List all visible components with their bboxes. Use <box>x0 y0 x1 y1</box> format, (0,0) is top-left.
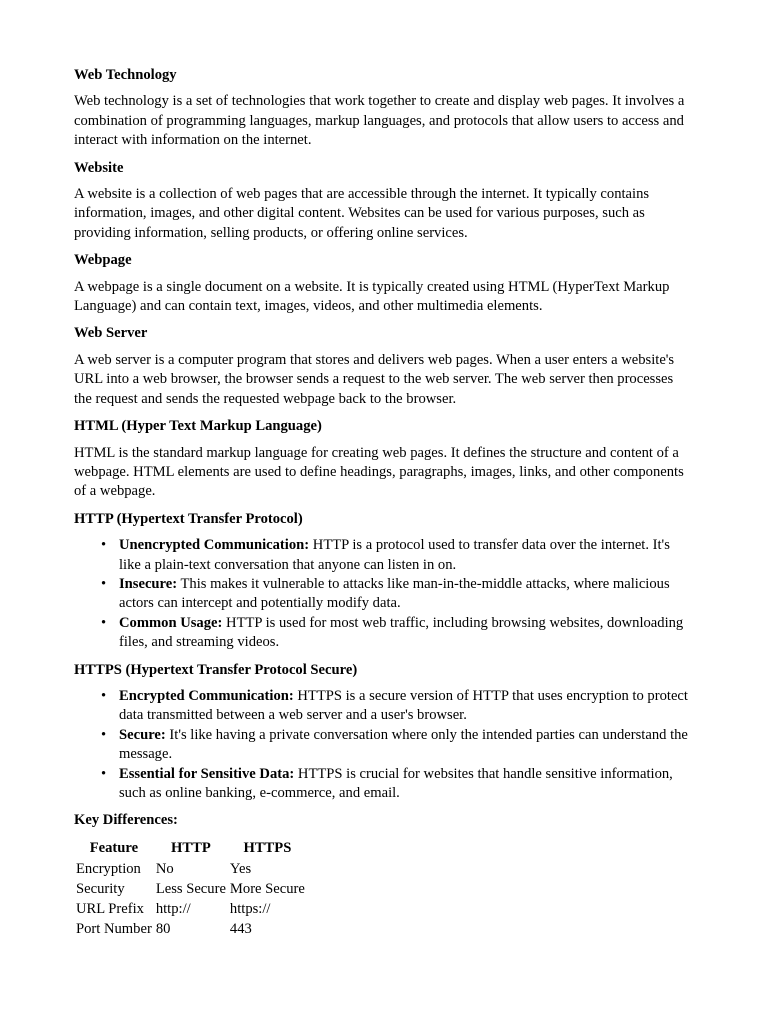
table-cell: https:// <box>229 901 271 918</box>
heading-webpage: Webpage <box>74 252 132 269</box>
table-row <box>74 919 307 939</box>
bullet-text: This makes it vulnerable to attacks like man-in-the-middle attacks, where malicious actors can intercept and potentially modify data. <box>119 575 670 612</box>
list-item <box>101 687 694 726</box>
bullet-term: Essential for Sensitive Data: <box>119 765 295 782</box>
bullet-icon: • <box>101 575 107 592</box>
paragraph-html: HTML is the standard markup language for creating web pages. It defines the structure and content of a webpage. HTML elements are used to define headings, paragraphs, images, links, and other components of a webpage. <box>74 444 684 500</box>
bullet-text: HTTP is used for most web traffic, including browsing websites, downloading files, and streaming videos. <box>119 614 684 651</box>
http-bullet-list <box>74 536 694 652</box>
heading-https: HTTPS (Hypertext Transfer Protocol Secure) <box>74 661 358 678</box>
heading-html: HTML (Hyper Text Markup Language) <box>74 418 322 435</box>
bullet-text: HTTP is a protocol used to transfer data over the internet. It's like a plain-text conversation that anyone can listen in on. <box>119 537 670 573</box>
table-header-cell: HTTP <box>171 839 211 856</box>
table-row <box>74 859 307 879</box>
table-header-cell: Feature <box>89 839 139 856</box>
table-cell: Security <box>76 881 125 898</box>
bullet-icon: • <box>101 537 107 554</box>
heading-web-server: Web Server <box>74 325 148 342</box>
table-cell: No <box>155 861 174 878</box>
table-cell: Yes <box>229 861 252 878</box>
bullet-icon: • <box>101 687 107 704</box>
bullet-text: HTTPS is crucial for websites that handle sensitive information, such as online banking, e-commerce, and email. <box>119 765 673 801</box>
comparison-table <box>74 838 307 939</box>
https-bullet-list <box>74 687 694 803</box>
paragraph-web-technology: Web technology is a set of technologies that work together to create and display web pages. It involves a combination of programming languages, markup languages, and protocols that allow users to access and interact with information on the internet. <box>74 93 685 149</box>
bullet-icon: • <box>101 726 107 743</box>
heading-http: HTTP (Hypertext Transfer Protocol) <box>74 510 303 527</box>
table-cell: Port Number <box>76 921 152 938</box>
bullet-icon: • <box>101 765 107 782</box>
bullet-term: Insecure: <box>119 575 178 592</box>
bullet-term: Secure: <box>119 726 166 743</box>
table-row <box>74 899 307 919</box>
bullet-term: Encrypted Communication: <box>119 687 294 704</box>
table-row <box>74 879 307 899</box>
bullet-text: It's like having a private conversation where only the intended parties can understand the message. <box>119 726 688 763</box>
paragraph-web-server: A web server is a computer program that stores and delivers web pages. When a user enters a website's URL into a web browser, the browser sends a request to the web server. The web server then processes the request and sends the requested webpage back to the browser. <box>74 351 675 407</box>
heading-website: Website <box>74 159 124 176</box>
bullet-text: HTTPS is a secure version of HTTP that uses encryption to protect data transmitted between a web server and a user's browser. <box>119 687 688 724</box>
table-cell: Encryption <box>76 861 141 878</box>
bullet-term: Unencrypted Communication: <box>119 537 310 554</box>
table-cell: 80 <box>155 921 171 938</box>
list-item <box>101 726 694 765</box>
list-item <box>101 614 694 653</box>
table-header-row <box>74 838 307 859</box>
heading-web-technology: Web Technology <box>74 67 177 83</box>
table-header-cell: HTTPS <box>243 839 292 856</box>
table-cell: More Secure <box>229 881 305 898</box>
list-item <box>101 536 694 575</box>
heading-key-differences: Key Differences: <box>74 812 178 829</box>
paragraph-website: A website is a collection of web pages that are accessible through the internet. It typically contains information, images, and other digital content. Websites can be used for various purposes, such as providing information, selling products, or offering online services. <box>74 186 650 241</box>
list-item <box>101 575 694 614</box>
table-cell: http:// <box>155 901 191 918</box>
table-cell: Less Secure <box>155 881 226 898</box>
table-cell: 443 <box>229 921 252 938</box>
list-item <box>101 765 694 804</box>
table-cell: URL Prefix <box>76 901 144 918</box>
paragraph-webpage: A webpage is a single document on a website. It is typically created using HTML (HyperText Markup Language) and can contain text, images, videos, and other multimedia elements. <box>74 278 670 315</box>
bullet-term: Common Usage: <box>119 614 223 631</box>
bullet-icon: • <box>101 614 107 631</box>
